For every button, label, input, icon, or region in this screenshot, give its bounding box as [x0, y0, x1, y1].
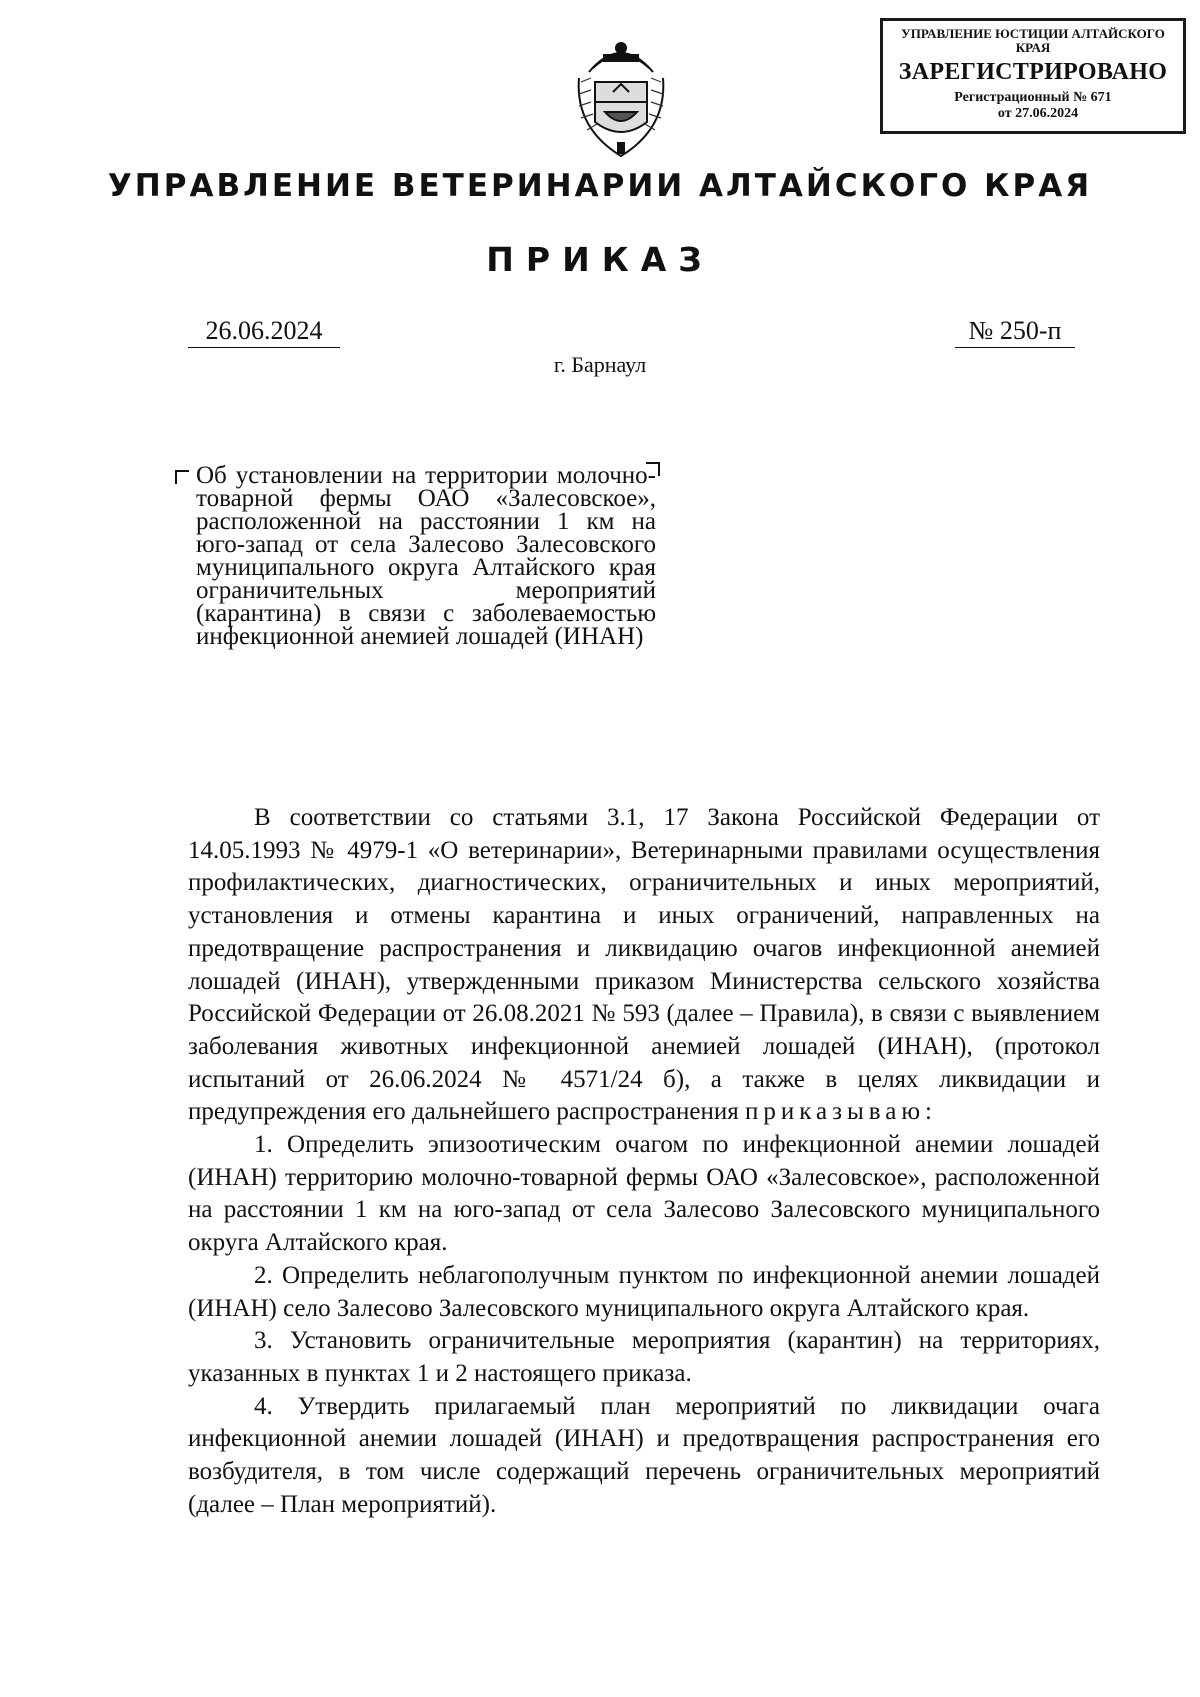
stamp-registration — [883, 90, 1183, 122]
order-item: 4. Утвердить прилагаемый план мероприятий по ликвидации очага инфекционной анемии лошадей (ИНАН) и предотвращения распространения его возбудителя, в том числе содержащий перечень ограничительных мероприятий (далее – План мероприятий). — [188, 1392, 1100, 1518]
stamp-reg-date: от 27.06.2024 — [997, 106, 1079, 121]
coat-of-arms-icon — [569, 38, 673, 160]
document-body — [188, 802, 1100, 1521]
stamp-department: УПРАВЛЕНИЕ ЮСТИЦИИ АЛТАЙСКОГО КРАЯ — [901, 26, 1165, 55]
document-type: ПРИКАЗ — [486, 240, 714, 279]
organization-title: УПРАВЛЕНИЕ ВЕТЕРИНАРИИ АЛТАЙСКОГО КРАЯ — [107, 168, 1093, 204]
order-item: 1. Определить эпизоотическим очагом по инфекционной анемии лошадей (ИНАН) территорию молочно-товарной фермы ОАО «Залесовское», расположенной на расстоянии 1 км на юго-запад от села Залесово Залесовского муниципального округа Алтайского края. — [188, 1131, 1100, 1257]
document-date: 26.06.2024 — [188, 316, 340, 348]
order-item: 3. Установить ограничительные мероприятия (карантин) на территориях, указанных в пунктах 1 и 2 настоящего приказа. — [188, 1327, 1100, 1387]
subject-corner-left — [175, 470, 189, 484]
stamp-status: ЗАРЕГИСТРИРОВАНО — [898, 59, 1168, 85]
document-number: № 250-п — [955, 316, 1075, 348]
document-subject: Об установлении на территории молочно-товарной фермы ОАО «Залесовское», расположенной на расстоянии 1 км на юго-запад от села Залесово Залесовского муниципального округа Алтайского края ограничительных мероприятий (карантина) в связи с заболеваемостью инфекционной анемией лошадей (ИНАН) — [196, 462, 656, 650]
document-city: г. Барнаул — [553, 352, 647, 377]
preamble-text: В соответствии со статьями 3.1, 17 Закона Российской Федерации от 14.05.1993 № 4979-1 «О ветеринарии», Ветеринарными правилами осуществления профилактических, диагностических, ограничительных и иных мероприятий, установления и отмены карантина и иных ограничений, направленных на предотвращение распространения и ликвидацию очагов инфекционной анемией лошадей (ИНАН), утвержденными приказом Министерства сельского хозяйства Российской Федерации от 26.08.2021 № 593 (далее – Правила), в связи с выявлением заболевания животных инфекционной анемией лошадей (ИНАН), (протокол испытаний от 26.06.2024 № 4571/24 б), а также в целях ликвидации и предупреждения его дальнейшего распространения — [188, 804, 1100, 1126]
registration-stamp — [880, 18, 1186, 134]
preamble-paragraph — [188, 802, 1100, 1129]
order-item: 2. Определить неблагополучным пунктом по инфекционной анемии лошадей (ИНАН) село Залесово Залесовского муниципального округа Алтайского края. — [188, 1261, 1100, 1322]
stamp-reg-number: Регистрационный № 671 — [954, 90, 1112, 105]
order-word: приказываю: — [745, 1098, 938, 1126]
